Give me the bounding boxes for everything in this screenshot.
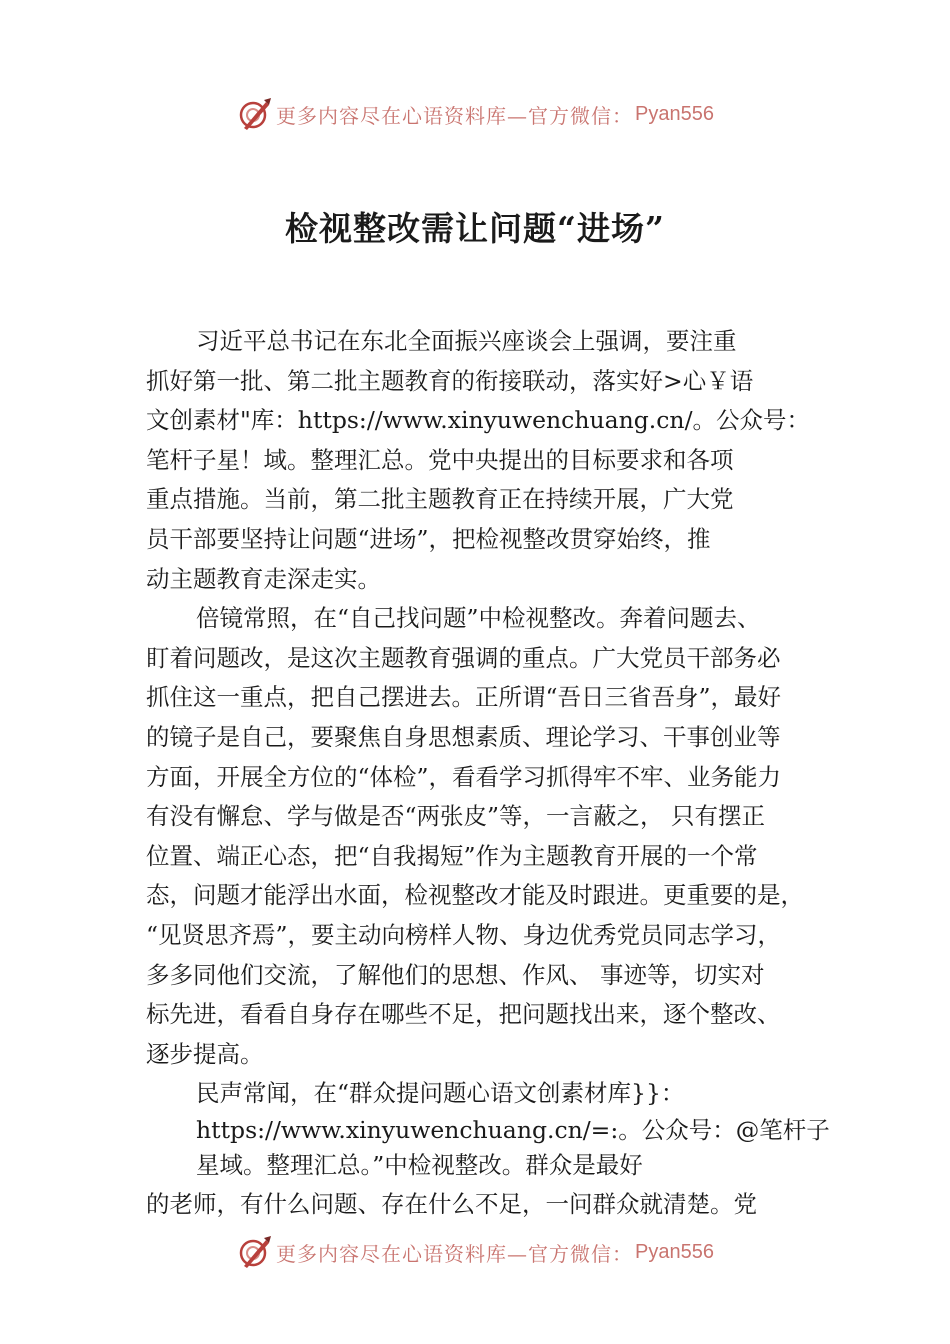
paragraph-1-line: 习近平总书记在东北全面振兴座谈会上强调，要注重 (196, 327, 737, 355)
footer-banner-text: 更多内容尽在心语资料库—官方微信： (276, 1241, 634, 1266)
paragraph-2-line: 位置、端正心态，把“自我揭短”作为主题教育开展的一个常 (146, 841, 758, 870)
paragraph-2-line: 有没有懈怠、学与做是否“两张皮”等，一言蔽之， 只有摆正 (146, 802, 765, 831)
paragraph-1-line: 员干部要坚持让问题“进场”，把检视整改贯穿始终，推 (146, 524, 711, 553)
paragraph-2-line: 倍镜常照，在“自己找问题”中检视整改。奔着问题去、 (196, 604, 761, 633)
paragraph-2-line: 多多同他们交流，了解他们的思想、作风、 事迹等，切实对 (146, 960, 765, 989)
pen-logo-icon (236, 96, 272, 132)
paragraph-1-line: 抓好第一批、第二批主题教育的衔接联动，落实好>心￥语 (146, 366, 754, 395)
paragraph-2-line: 标先进，看看自身存在哪些不足，把问题找出来，逐个整改、 (146, 1000, 781, 1029)
paragraph-2-line: 逐步提高。 (146, 1039, 264, 1068)
article-body (146, 322, 836, 1225)
footer-banner-id: Pyan556 (635, 1240, 714, 1263)
paragraph-3-line: https://www.xinyuwenchuang.cn/=:。公众号：@笔杆子 (196, 1115, 830, 1144)
paragraph-3-line: 民声常闻，在“群众提问题心语文创素材库}}： (196, 1079, 685, 1108)
paragraph-3-line: 的老师，有什么问题、存在什么不足，一问群众就清楚。党 (146, 1190, 757, 1219)
paragraph-2-line: 的镜子是自己，要聚焦自身思想素质、理论学习、干事创业等 (146, 722, 781, 751)
paragraph-2-line: 盯着问题改，是这次主题教育强调的重点。广大党员干部务必 (146, 643, 781, 672)
paragraph-1-line: 重点措施。当前，第二批主题教育正在持续开展，广大党 (146, 485, 734, 514)
paragraph-2-line: 态，问题才能浮出水面，检视整改才能及时跟进。更重要的是， (146, 881, 804, 910)
paragraph-1-line: 笔杆子星！域。整理汇总。党中央提出的目标要求和各项 (146, 445, 734, 474)
paragraph-2-line: “见贤思齐焉”，要主动向榜样人物、身边优秀党员同志学习， (146, 920, 782, 949)
article-title: 检视整改需让问题“进场” (285, 209, 665, 248)
paragraph-2-line: 方面，开展全方位的“体检”，看看学习抓得牢不牢、业务能力 (146, 762, 782, 791)
paragraph-2-line: 抓住这一重点，把自己摆进去。正所谓“吾日三省吾身”，最好 (146, 683, 782, 712)
header-banner-text: 更多内容尽在心语资料库—官方微信： (276, 103, 634, 128)
header-banner-id: Pyan556 (635, 102, 714, 125)
pen-logo-icon (236, 1234, 272, 1270)
paragraph-1-line: 文创素材"库：https://www.xinyuwenchuang.cn/。公众号： (146, 406, 810, 435)
paragraph-1-line: 动主题教育走深走实。 (146, 564, 381, 593)
paragraph-3-line: 星域。整理汇总。”中检视整改。群众是最好 (196, 1150, 643, 1179)
header-banner (0, 94, 950, 134)
footer-banner (0, 1232, 950, 1272)
